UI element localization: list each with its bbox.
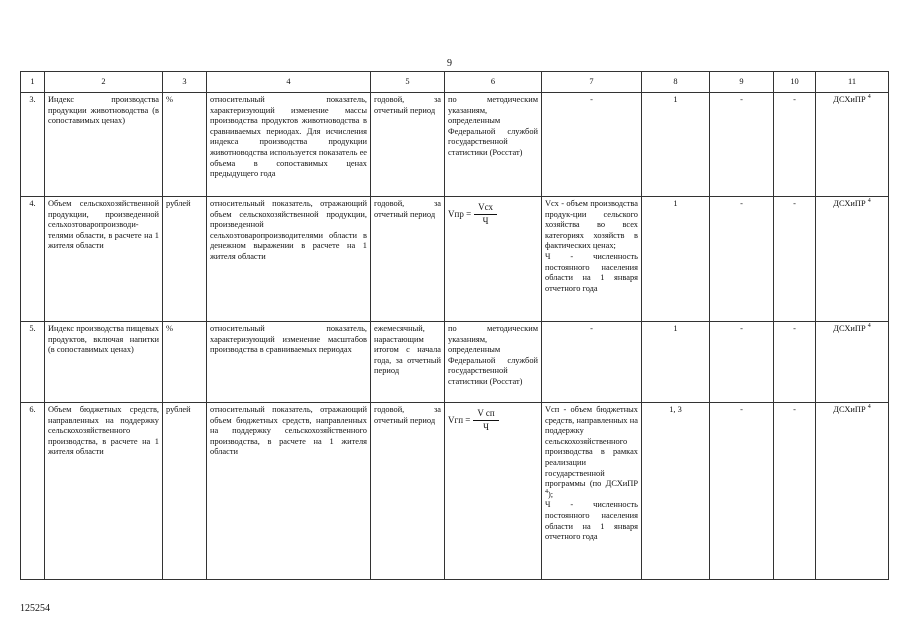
definition: относительный показатель, отражающий объем бюджетных средств, направленных на поддержку сельскохозяйственного производства, в расчете на 1 жителя области xyxy=(207,403,371,580)
indicator-name: Индекс производства пищевых продуктов, включая напитки (в сопоставимых ценах) xyxy=(45,322,163,403)
col9-value: - xyxy=(710,93,774,197)
components: - xyxy=(542,322,642,403)
component-text-tail: ); xyxy=(548,489,554,499)
periodicity: ежемесячный, нарастающим итогом с начала года, за отчетный период xyxy=(371,322,445,403)
col9-value: - xyxy=(710,403,774,580)
components xyxy=(542,197,642,322)
col9-value: - xyxy=(710,322,774,403)
col-header: 6 xyxy=(445,72,542,93)
components xyxy=(542,403,642,580)
col-header: 8 xyxy=(642,72,710,93)
footnote-ref: 4 xyxy=(545,488,548,495)
col-header: 4 xyxy=(207,72,371,93)
table-header-row xyxy=(21,72,889,93)
component-description xyxy=(545,405,638,500)
responsible xyxy=(816,322,889,403)
responsible-label: ДСХиПР xyxy=(833,199,866,208)
col-header: 2 xyxy=(45,72,163,93)
unit: рублей xyxy=(163,197,207,322)
document-code: 125254 xyxy=(20,603,50,614)
responsible-label: ДСХиПР xyxy=(833,324,866,333)
table-row xyxy=(21,93,889,197)
row-number: 5. xyxy=(21,322,45,403)
col10-value: - xyxy=(774,197,816,322)
formula-fraction xyxy=(474,202,497,226)
indicator-name: Объем сельскохозяйственной продукции, произведенной сельхозтоваропроизводи-телями области, в расчете на 1 жителя области xyxy=(45,197,163,322)
formula-lhs: Vгп = xyxy=(448,414,471,425)
periodicity: годовой, за отчетный период xyxy=(371,403,445,580)
method: по методическим указаниям, определенным Федеральной службой государственной статистики (Росстат) xyxy=(445,93,542,197)
col-header: 5 xyxy=(371,72,445,93)
col-header: 11 xyxy=(816,72,889,93)
col10-value: - xyxy=(774,93,816,197)
definition: относительный показатель, отражающий объем сельскохозяйственной продукции, произведенной сельхозтоваропроизводителями области в денежном выражении в расчете на 1 жителя области xyxy=(207,197,371,322)
row-number: 4. xyxy=(21,197,45,322)
col8-value: 1 xyxy=(642,322,710,403)
responsible xyxy=(816,403,889,580)
formula-denominator: Ч xyxy=(482,215,489,226)
page-number: 9 xyxy=(447,58,452,69)
footnote-ref: 4 xyxy=(867,94,871,101)
unit: % xyxy=(163,93,207,197)
indicators-table xyxy=(20,71,889,580)
components: - xyxy=(542,93,642,197)
table-row xyxy=(21,403,889,580)
col-header: 7 xyxy=(542,72,642,93)
table-row xyxy=(21,197,889,322)
responsible-label: ДСХиПР xyxy=(833,405,866,414)
col8-value: 1 xyxy=(642,197,710,322)
definition: относительный показатель, характеризующий изменение масштабов производства в сравниваемых периодах xyxy=(207,322,371,403)
indicator-name: Индекс производства продукции животноводства (в сопоставимых ценах) xyxy=(45,93,163,197)
col8-value: 1 xyxy=(642,93,710,197)
col-header: 3 xyxy=(163,72,207,93)
row-number: 6. xyxy=(21,403,45,580)
formula-cell xyxy=(445,197,542,322)
responsible xyxy=(816,93,889,197)
unit: % xyxy=(163,322,207,403)
method: по методическим указаниям, определенным Федеральной службой государственной статистики (Росстат) xyxy=(445,322,542,403)
col-header: 9 xyxy=(710,72,774,93)
footnote-ref: 4 xyxy=(867,198,871,205)
periodicity: годовой, за отчетный период xyxy=(371,93,445,197)
unit: рублей xyxy=(163,403,207,580)
responsible-label: ДСХиПР xyxy=(833,95,866,104)
formula xyxy=(448,408,538,432)
col10-value: - xyxy=(774,403,816,580)
indicator-name: Объем бюджетных средств, направленных на поддержку сельскохозяйственного производства, в расчете на 1 жителя области xyxy=(45,403,163,580)
definition: относительный показатель, характеризующий изменение массы производства продуктов животноводства в сравниваемых периодах. Для исчисления индекса производства продукции животноводства используется показатель ее объема в сопоставимых ценах предыдущего года xyxy=(207,93,371,197)
formula-lhs: Vпр = xyxy=(448,208,472,219)
component-description: Ч - численность постоянного населения области на 1 января отчетного года xyxy=(545,251,638,293)
component-description: Ч - численность постоянного населения области на 1 января отчетного года xyxy=(545,500,638,542)
col-header: 1 xyxy=(21,72,45,93)
footnote-ref: 4 xyxy=(867,323,871,330)
formula-fraction xyxy=(473,408,498,432)
formula-cell xyxy=(445,403,542,580)
formula xyxy=(448,202,538,226)
formula-numerator: Vсх xyxy=(474,202,497,215)
formula-numerator: V сп xyxy=(473,408,498,421)
formula-denominator: Ч xyxy=(483,421,489,432)
periodicity: годовой, за отчетный период xyxy=(371,197,445,322)
component-description: Vсх - объем производства продук-ции сельского хозяйства во всех категориях хозяйств в фактических ценах; xyxy=(545,199,638,251)
col9-value: - xyxy=(710,197,774,322)
table-row xyxy=(21,322,889,403)
responsible xyxy=(816,197,889,322)
col8-value: 1, 3 xyxy=(642,403,710,580)
row-number: 3. xyxy=(21,93,45,197)
col10-value: - xyxy=(774,322,816,403)
footnote-ref: 4 xyxy=(867,404,871,411)
col-header: 10 xyxy=(774,72,816,93)
component-text: Vсп - объем бюджетных средств, направленных на поддержку сельскохозяйственного производства в рамках реализации государственной программы (по ДСХиПР xyxy=(545,405,638,489)
